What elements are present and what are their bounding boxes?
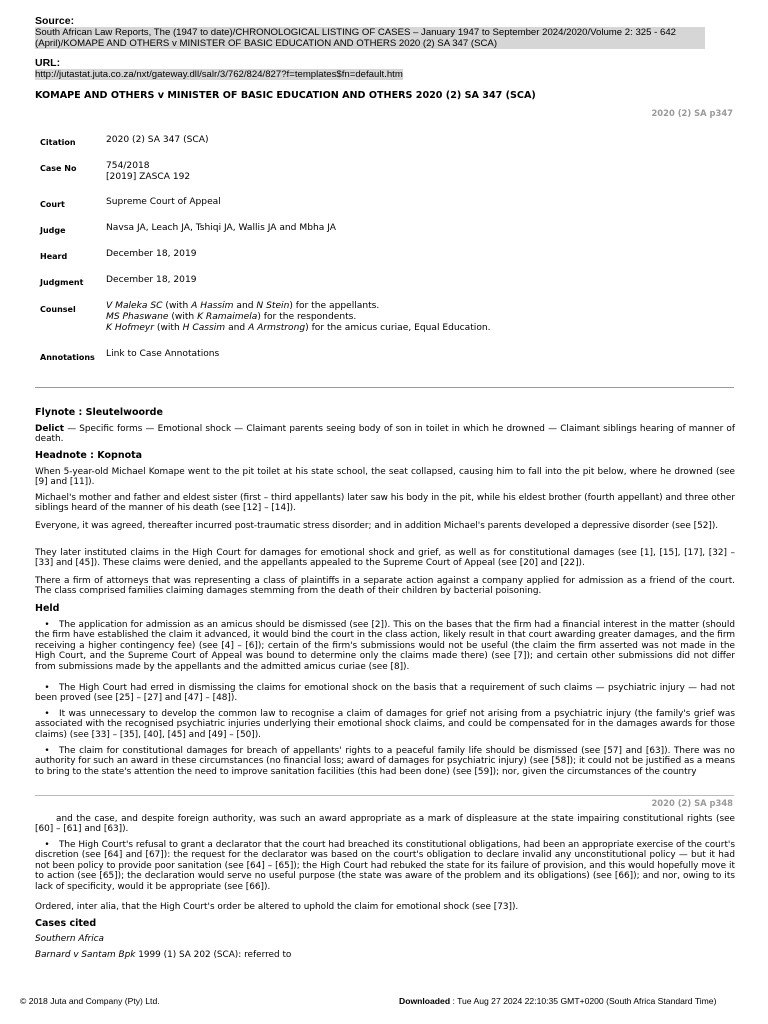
held-bullet — [35, 620, 735, 672]
counsel-name: A Armstrong — [248, 323, 306, 333]
held-bullet — [35, 683, 735, 704]
counsel-text: (with — [162, 301, 192, 311]
cited-case — [35, 950, 735, 960]
case-no-neutral-citation: [2019] ZASCA 192 — [106, 172, 191, 182]
flynote-body: — Specific forms — Emotional shock — Claimant parents seeing body of son in toilet in which he drowned — Claimant siblings hearing of manner of death. — [35, 424, 735, 445]
held-bullet-text: The High Court had erred in dismissing the claims for emotional shock on the basis that a requirement of such claims — psychiatric injury — had not been proved (see [25] – [27] and [47] – [48]). — [35, 683, 735, 704]
counsel-text: ) for the amicus curiae, Equal Education. — [305, 323, 491, 333]
court-value: Supreme Court of Appeal — [106, 197, 221, 207]
counsel-label: Counsel — [40, 305, 76, 314]
held-continuation: and the case, and despite foreign authority, was such an award appropriate as a mark of displeasure at the state impairing constitutional rights (see [60] – [61] and [63]). — [35, 814, 735, 835]
citation-value: 2020 (2) SA 347 (SCA) — [106, 135, 209, 145]
heard-value: December 18, 2019 — [106, 249, 197, 259]
bullet-icon: • — [44, 709, 50, 719]
headnote-paragraph: There a firm of attorneys that was representing a class of plaintiffs in a separate action against a company applied for admission as a friend of the court. The class comprised families claiming damages stemming from the death of their children by bacterial poisoning. — [35, 576, 735, 597]
counsel-text: and — [225, 323, 249, 333]
case-no-label: Case No — [40, 164, 77, 173]
counsel-line-respondents — [106, 312, 356, 323]
flynote-heading: Flynote : Sleutelwoorde — [35, 407, 163, 418]
held-bullet — [35, 840, 735, 892]
counsel-text: (with — [168, 312, 198, 322]
counsel-name: MS Phaswane — [106, 312, 169, 322]
cases-cited-heading: Cases cited — [35, 918, 97, 929]
counsel-line-amicus — [106, 323, 491, 334]
judgment-value: December 18, 2019 — [106, 275, 197, 285]
headnote-paragraph: When 5-year-old Michael Komape went to the pit toilet at his state school, the seat collapsed, causing him to fall into the pit below, where he drowned (see [9] and [11]). — [35, 467, 735, 488]
headnote-paragraph: Everyone, it was agreed, thereafter incurred post-traumatic stress disorder; and in addition Michael's parents developed a depressive disorder (see [52]). — [35, 521, 719, 531]
downloaded-timestamp: : Tue Aug 27 2024 22:10:35 GMT+0200 (South Africa Standard Time) — [450, 996, 717, 1006]
headnote-paragraph: They later instituted claims in the High Court for damages for emotional shock and grief, as well as for constitutional damages (see [1], [15], [17], [32] – [33] and [45]). These claims were denied, and the appellants appealed to the Supreme Court of Appeal (see [20] and [22]). — [35, 548, 735, 569]
section-divider — [35, 387, 734, 388]
counsel-name: K Hofmeyr — [106, 323, 155, 333]
page-reference: 2020 (2) SA p347 — [651, 108, 733, 118]
counsel-name: A Hassim — [191, 301, 234, 311]
headnote-paragraph: Michael's mother and father and eldest sister (first – third appellants) later saw his body in the pit, while his eldest brother (fourth appellant) and three other siblings heard of the manner of his death (see [12] – [14]). — [35, 493, 735, 514]
held-bullet-text: It was unnecessary to develop the common law to recognise a claim of damages for grief not arising from a psychiatric injury (the family's grief was associated with the recognised psychiatric injuries underlying their emotional shock claims, and could be compensated for in the damages awards for those claims) (see [33] – [35], [40], [45] and [49] – [50]). — [35, 709, 735, 740]
bullet-icon: • — [44, 746, 50, 756]
held-bullet-text: The application for admission as an amicus should be dismissed (see [2]). This on the bases that the firm had a financial interest in the matter (should the firm have established the claim it advanced, it would bind the court in the class action, likely result in that court awarding greater damages, and the firm receiving a higher contingency fee) (see [4] – [6]); certain of the firm's submissions would not be useful (the claim the firm asserted was not made in the High Court, and the Supreme Court of Appeal was bound to determine only the claims made there) (see [7]); and certain other submissions did not differ from submissions made by the appellants and the admitted amicus curiae (see [8]). — [35, 620, 735, 672]
counsel-name: N Stein — [256, 301, 290, 311]
source-label: Source: — [35, 15, 75, 27]
held-bullet-text: The High Court's refusal to grant a declarator that the court had breached its constitutional obligations, had been an appropriate exercise of the court's discretion (see [64] and [67]): the request for the declarator was based on the court's obligation to declare invalid any unconstitutional policy — but it had not been policy to provide poor sanitation (see [64] – [65]); the High Court had rebuked the state for its failure of provision, and this would hopefully move it to action (see [65]); the declaration would serve no useful purpose (the state was aware of the problem and its obligations) (see [66]); and nor, owing to its lack of specificity, would it be appropriate (see [66]). — [35, 840, 735, 892]
counsel-name: K Ramaimela — [197, 312, 258, 322]
counsel-text: ) for the appellants. — [289, 301, 380, 311]
bullet-icon: • — [44, 683, 50, 693]
case-annotations-link[interactable]: Link to Case Annotations — [106, 349, 220, 359]
counsel-line-appellants — [106, 301, 379, 312]
counsel-text: and — [233, 301, 257, 311]
bullet-icon: • — [44, 620, 50, 630]
citation-label: Citation — [40, 138, 76, 147]
cited-case-name: Barnard v Santam Bpk — [35, 950, 136, 960]
held-bullet — [35, 709, 735, 740]
downloaded-label: Downloaded — [399, 996, 451, 1006]
held-bullet — [35, 746, 735, 777]
held-heading: Held — [35, 603, 60, 614]
url-label: URL: — [35, 57, 61, 69]
counsel-text: ) for the respondents. — [257, 312, 357, 322]
judge-label: Judge — [40, 226, 66, 235]
case-no-value: 754/2018 — [106, 161, 150, 171]
flynote-lead: Delict — [35, 424, 64, 434]
footer-copyright: © 2018 Juta and Company (Pty) Ltd. — [20, 996, 160, 1006]
page-reference: 2020 (2) SA p348 — [651, 798, 733, 808]
counsel-text: (with — [154, 323, 183, 333]
headnote-heading: Headnote : Kopnota — [35, 450, 143, 461]
counsel-name: V Maleka SC — [106, 301, 163, 311]
counsel-name: H Cassim — [182, 323, 226, 333]
case-title: KOMAPE AND OTHERS v MINISTER OF BASIC EDUCATION AND OTHERS 2020 (2) SA 347 (SCA) — [35, 90, 536, 101]
cited-case-reference: 1999 (1) SA 202 (SCA): referred to — [135, 950, 292, 960]
heard-label: Heard — [40, 252, 68, 261]
page-divider — [35, 795, 734, 796]
url-link[interactable]: http://jutastat.juta.co.za/nxt/gateway.dll/salr/3/762/824/827?f=templates$fn=default.htm — [35, 69, 403, 80]
court-label: Court — [40, 200, 65, 209]
footer-downloaded — [399, 996, 716, 1006]
source-path: South African Law Reports, The (1947 to date)/CHRONOLOGICAL LISTING OF CASES – January 1947 to September 2024/2020/Volume 2: 325 - 642 (April)/KOMAPE AND OTHERS v MINISTER OF BASIC EDUCATION AND OTHERS 2020 (2) SA 347 (SCA) — [35, 27, 705, 49]
flynote-text — [35, 424, 735, 445]
judge-value: Navsa JA, Leach JA, Tshiqi JA, Wallis JA and Mbha JA — [106, 223, 336, 233]
annotations-label: Annotations — [40, 353, 95, 362]
order-paragraph: Ordered, inter alia, that the High Court's order be altered to uphold the claim for emotional shock (see [73]). — [35, 902, 519, 912]
held-bullet-text: The claim for constitutional damages for breach of appellants' rights to a peaceful family life should be dismissed (see [57] and [63]). There was no authority for such an award in these circumstances (no financial loss; award of damages for psychiatric injury) (see [58]); it could not be justified as a means to bring to the state's attention the need to improve sanitation facilities (this had been done) (see [59]); nor, given the circumstances of the country — [35, 746, 735, 777]
judgment-label: Judgment — [40, 278, 84, 287]
bullet-icon: • — [44, 840, 50, 850]
cases-region: Southern Africa — [35, 934, 104, 944]
